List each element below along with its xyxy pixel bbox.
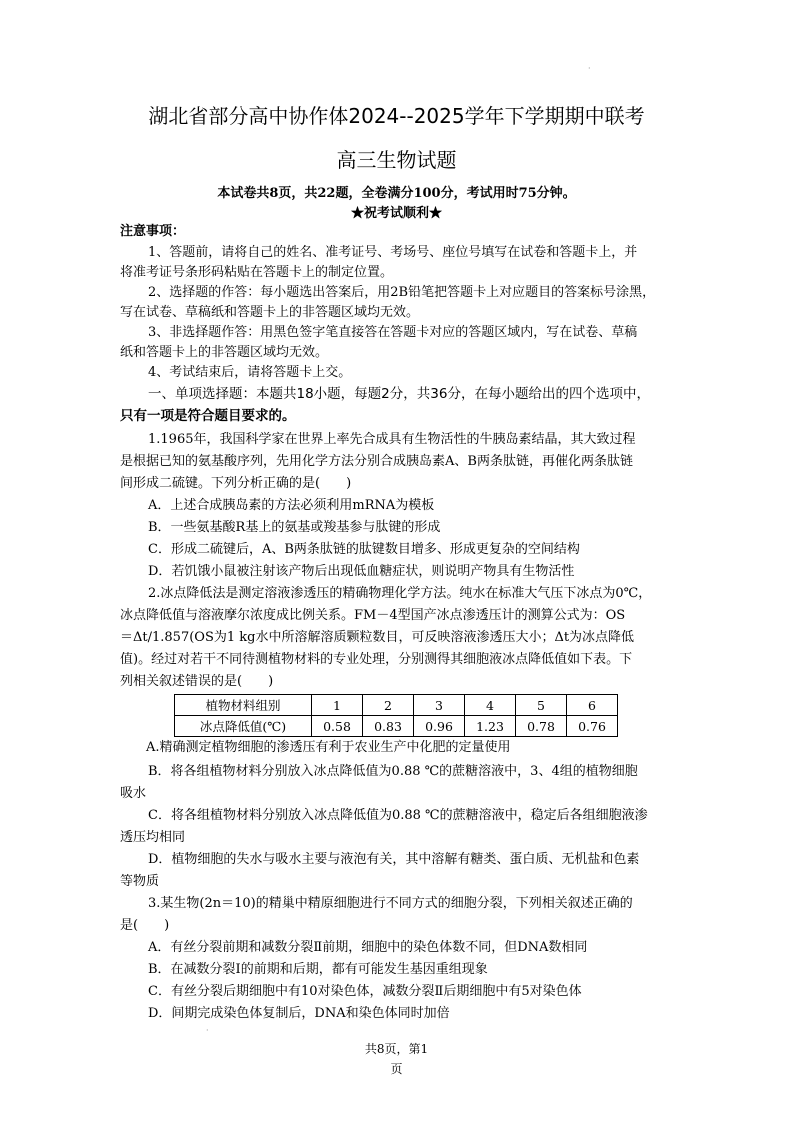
table-header-row [175,695,618,716]
exam-wish: ★祝考试顺利★ [350,206,442,221]
option-d: D．若饥饿小鼠被注射该产物后出现低血糖症状，则说明产物具有生物活性 [148,564,575,579]
option-b: B．在减数分裂Ⅰ的前期和后期，都有可能发生基因重组现象 [148,962,488,977]
option-a: A.精确测定植物细胞的渗透压有利于农业生产中化肥的定量使用 [146,740,511,755]
option-c: C．形成二硫键后，A、B两条肽链的肽键数目增多、形成更复杂的空间结构 [148,542,580,557]
table-value-row [175,716,618,737]
table-group-cell: 2 [363,695,414,716]
question-stem: 2.冰点降低法是测定溶液渗透压的精确物理化学方法。纯水在标准大气压下冰点为0℃， [148,586,652,601]
notes-line: 1、答题前，请将自己的姓名、准考证号、考场号、座位号填写在试卷和答题卡上，并 [148,245,638,260]
question-stem: 是( ) [120,918,170,933]
option-c-cont: 透压均相同 [120,830,186,845]
question-stem: 1.1965年，我国科学家在世界上率先合成具有生物活性的牛胰岛素结晶，其大致过程 [148,432,636,447]
notes-line: 写在试卷、草稿纸和答题卡上的非答题区域均无效。 [120,305,420,320]
table-group-cell: 6 [567,695,618,716]
exam-info: 本试卷共8页，共22题，全卷满分100分，考试用时75分钟。 [217,186,576,201]
table-value-cell: 0.58 [312,716,363,737]
table-header-label: 植物材料组别 [175,695,312,716]
option-b: B．一些氨基酸R基上的氨基或羧基参与肽键的形成 [148,520,441,535]
question-stem: 值)。经过对若干不同待测植物材料的专业处理，分别测得其细胞液冰点降低值如下表。下 [120,652,633,667]
question-stem: 冰点降低值与溶液摩尔浓度成比例关系。FM－4型国产冰点渗透压计的测算公式为：OS [120,608,626,623]
table-group-cell: 3 [414,695,465,716]
notes-heading: 注意事项： [120,224,186,239]
option-d: D．间期完成染色体复制后，DNA和染色体同时加倍 [148,1006,450,1021]
exam-subtitle: 高三生物试题 [336,148,457,172]
table-row-label: 冰点降低值(℃) [175,716,312,737]
notes-line: 4、考试结束后，请将答题卡上交。 [148,365,352,380]
question-stem: 3.某生物(2n＝10)的精巢中精原细胞进行不同方式的细胞分裂，下列相关叙述正确的 [148,896,633,911]
freezing-point-table [174,694,618,737]
notes-line: 2、选择题的作答：每小题选出答案后，用2B铅笔把答题卡上对应题目的答案标号涂黑， [148,285,656,300]
scan-dot: · [588,64,591,73]
table-group-cell: 1 [312,695,363,716]
option-b: B．将各组植物材料分别放入冰点降低值为0.88 ℃的蔗糖溶液中，3、4组的植物细胞 [148,764,638,779]
option-b-cont: 吸水 [120,786,147,801]
option-c: C．将各组植物材料分别放入冰点降低值为0.88 ℃的蔗糖溶液中，稳定后各组细胞液渗 [148,808,648,823]
notes-line: 纸和答题卡上的非答题区域均无效。 [120,345,329,360]
section-heading-cont: 只有一项是符合题目要求的。 [120,408,296,424]
notes-line: 将准考证号条形码粘贴在答题卡上的制定位置。 [120,265,394,280]
table-value-cell: 0.83 [363,716,414,737]
question-stem: ＝Δt/1.857(OS为1 kg水中所溶解溶质颗粒数目，可反映溶液渗透压大小；Δt为冰点降低 [120,630,635,645]
question-stem: 间形成二硫键。下列分析正确的是( ) [120,476,352,491]
table-group-cell: 4 [465,695,516,716]
option-c: C．有丝分裂后期细胞中有10对染色体，减数分裂Ⅱ后期细胞中有5对染色体 [148,984,582,999]
page-footer: 共8页，第1 [364,1042,429,1056]
table-value-cell: 1.23 [465,716,516,737]
table-value-cell: 0.76 [567,716,618,737]
exam-title: 湖北省部分高中协作体2024--2025学年下学期期中联考 [148,104,645,128]
option-d-cont: 等物质 [120,874,160,889]
question-stem: 列相关叙述错误的是( ) [120,674,274,689]
scan-dot: · [206,1026,209,1035]
table-value-cell: 0.78 [516,716,567,737]
option-a: A．上述合成胰岛素的方法必须利用mRNA为模板 [148,498,435,513]
section-heading: 一、单项选择题：本题共18小题，每题2分，共36分，在每小题给出的四个选项中， [148,386,650,402]
table-group-cell: 5 [516,695,567,716]
option-a: A．有丝分裂前期和减数分裂Ⅱ前期，细胞中的染色体数不同，但DNA数相同 [148,940,588,955]
question-stem: 是根据已知的氨基酸序列，先用化学方法分别合成胰岛素A、B两条肽链，再催化两条肽链 [120,454,633,469]
page-footer-cont: 页 [390,1062,403,1076]
table-value-cell: 0.96 [414,716,465,737]
notes-line: 3、非选择题作答：用黑色签字笔直接答在答题卡对应的答题区域内，写在试卷、草稿 [148,325,638,340]
option-d: D．植物细胞的失水与吸水主要与液泡有关，其中溶解有糖类、蛋白质、无机盐和色素 [148,852,640,867]
